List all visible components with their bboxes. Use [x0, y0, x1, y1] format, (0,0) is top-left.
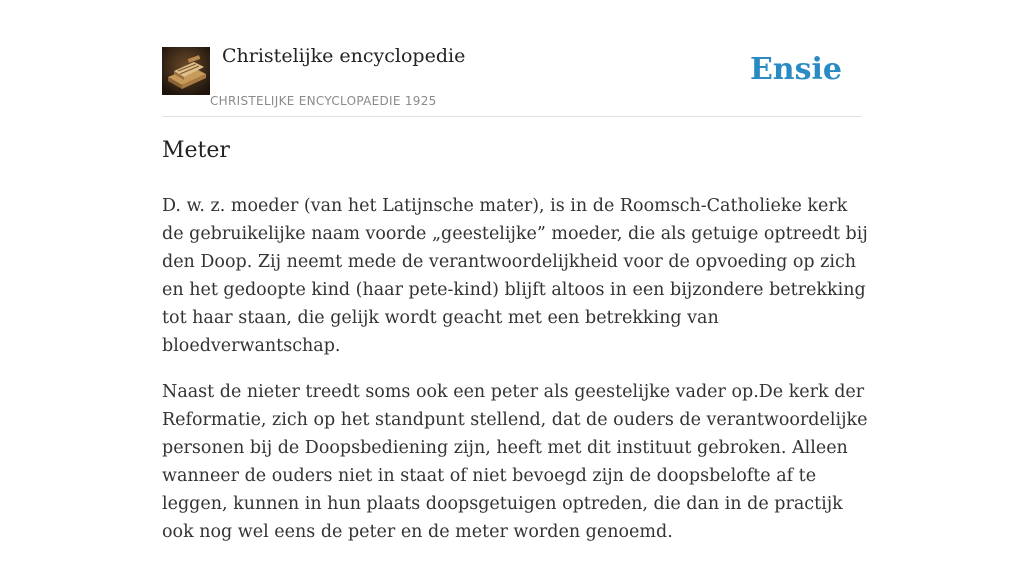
article-paragraph: D. w. z. moeder (van het Latijnsche mater), is in de Roomsch-Catholieke kerk de gebruikelijke naam voorde „geestelijke” moeder, die als getuige optreedt bij den Doop. Zij neemt mede de verantwoordelijkheid voor de opvoeding op zich en het gedoopte kind (haar pete-kind) blijft altoos in een bijzondere betrekking tot haar staan, die gelijk wordt geacht met een betrekking van bloedverwantschap. — [162, 196, 868, 356]
book-stack-icon[interactable] — [162, 47, 210, 95]
article-paragraph: Naast de nieter treedt soms ook een peter als geestelijke vader op.De kerk der Reformatie, zich op het standpunt stellend, dat de ouders de verantwoordelijke personen bij de Doopsbediening zijn, heeft met dit instituut gebroken. Alleen wanneer de ouders niet in staat of niet bevoegd zijn de doopsbelofte af te leggen, kunnen in hun plaats doopsgetuigen optreden, die dan in de practijk ook nog wel eens de peter en de meter worden genoemd. — [162, 382, 868, 542]
site-subtitle: CHRISTELIJKE ENCYCLOPAEDIE 1925 — [210, 94, 437, 108]
article-title: Meter — [162, 138, 230, 163]
article-body — [162, 192, 868, 564]
site-name-link[interactable]: Christelijke encyclopedie — [222, 45, 466, 67]
encyclopedia-header — [162, 44, 862, 117]
brand-logo[interactable]: Ensie — [749, 52, 842, 87]
